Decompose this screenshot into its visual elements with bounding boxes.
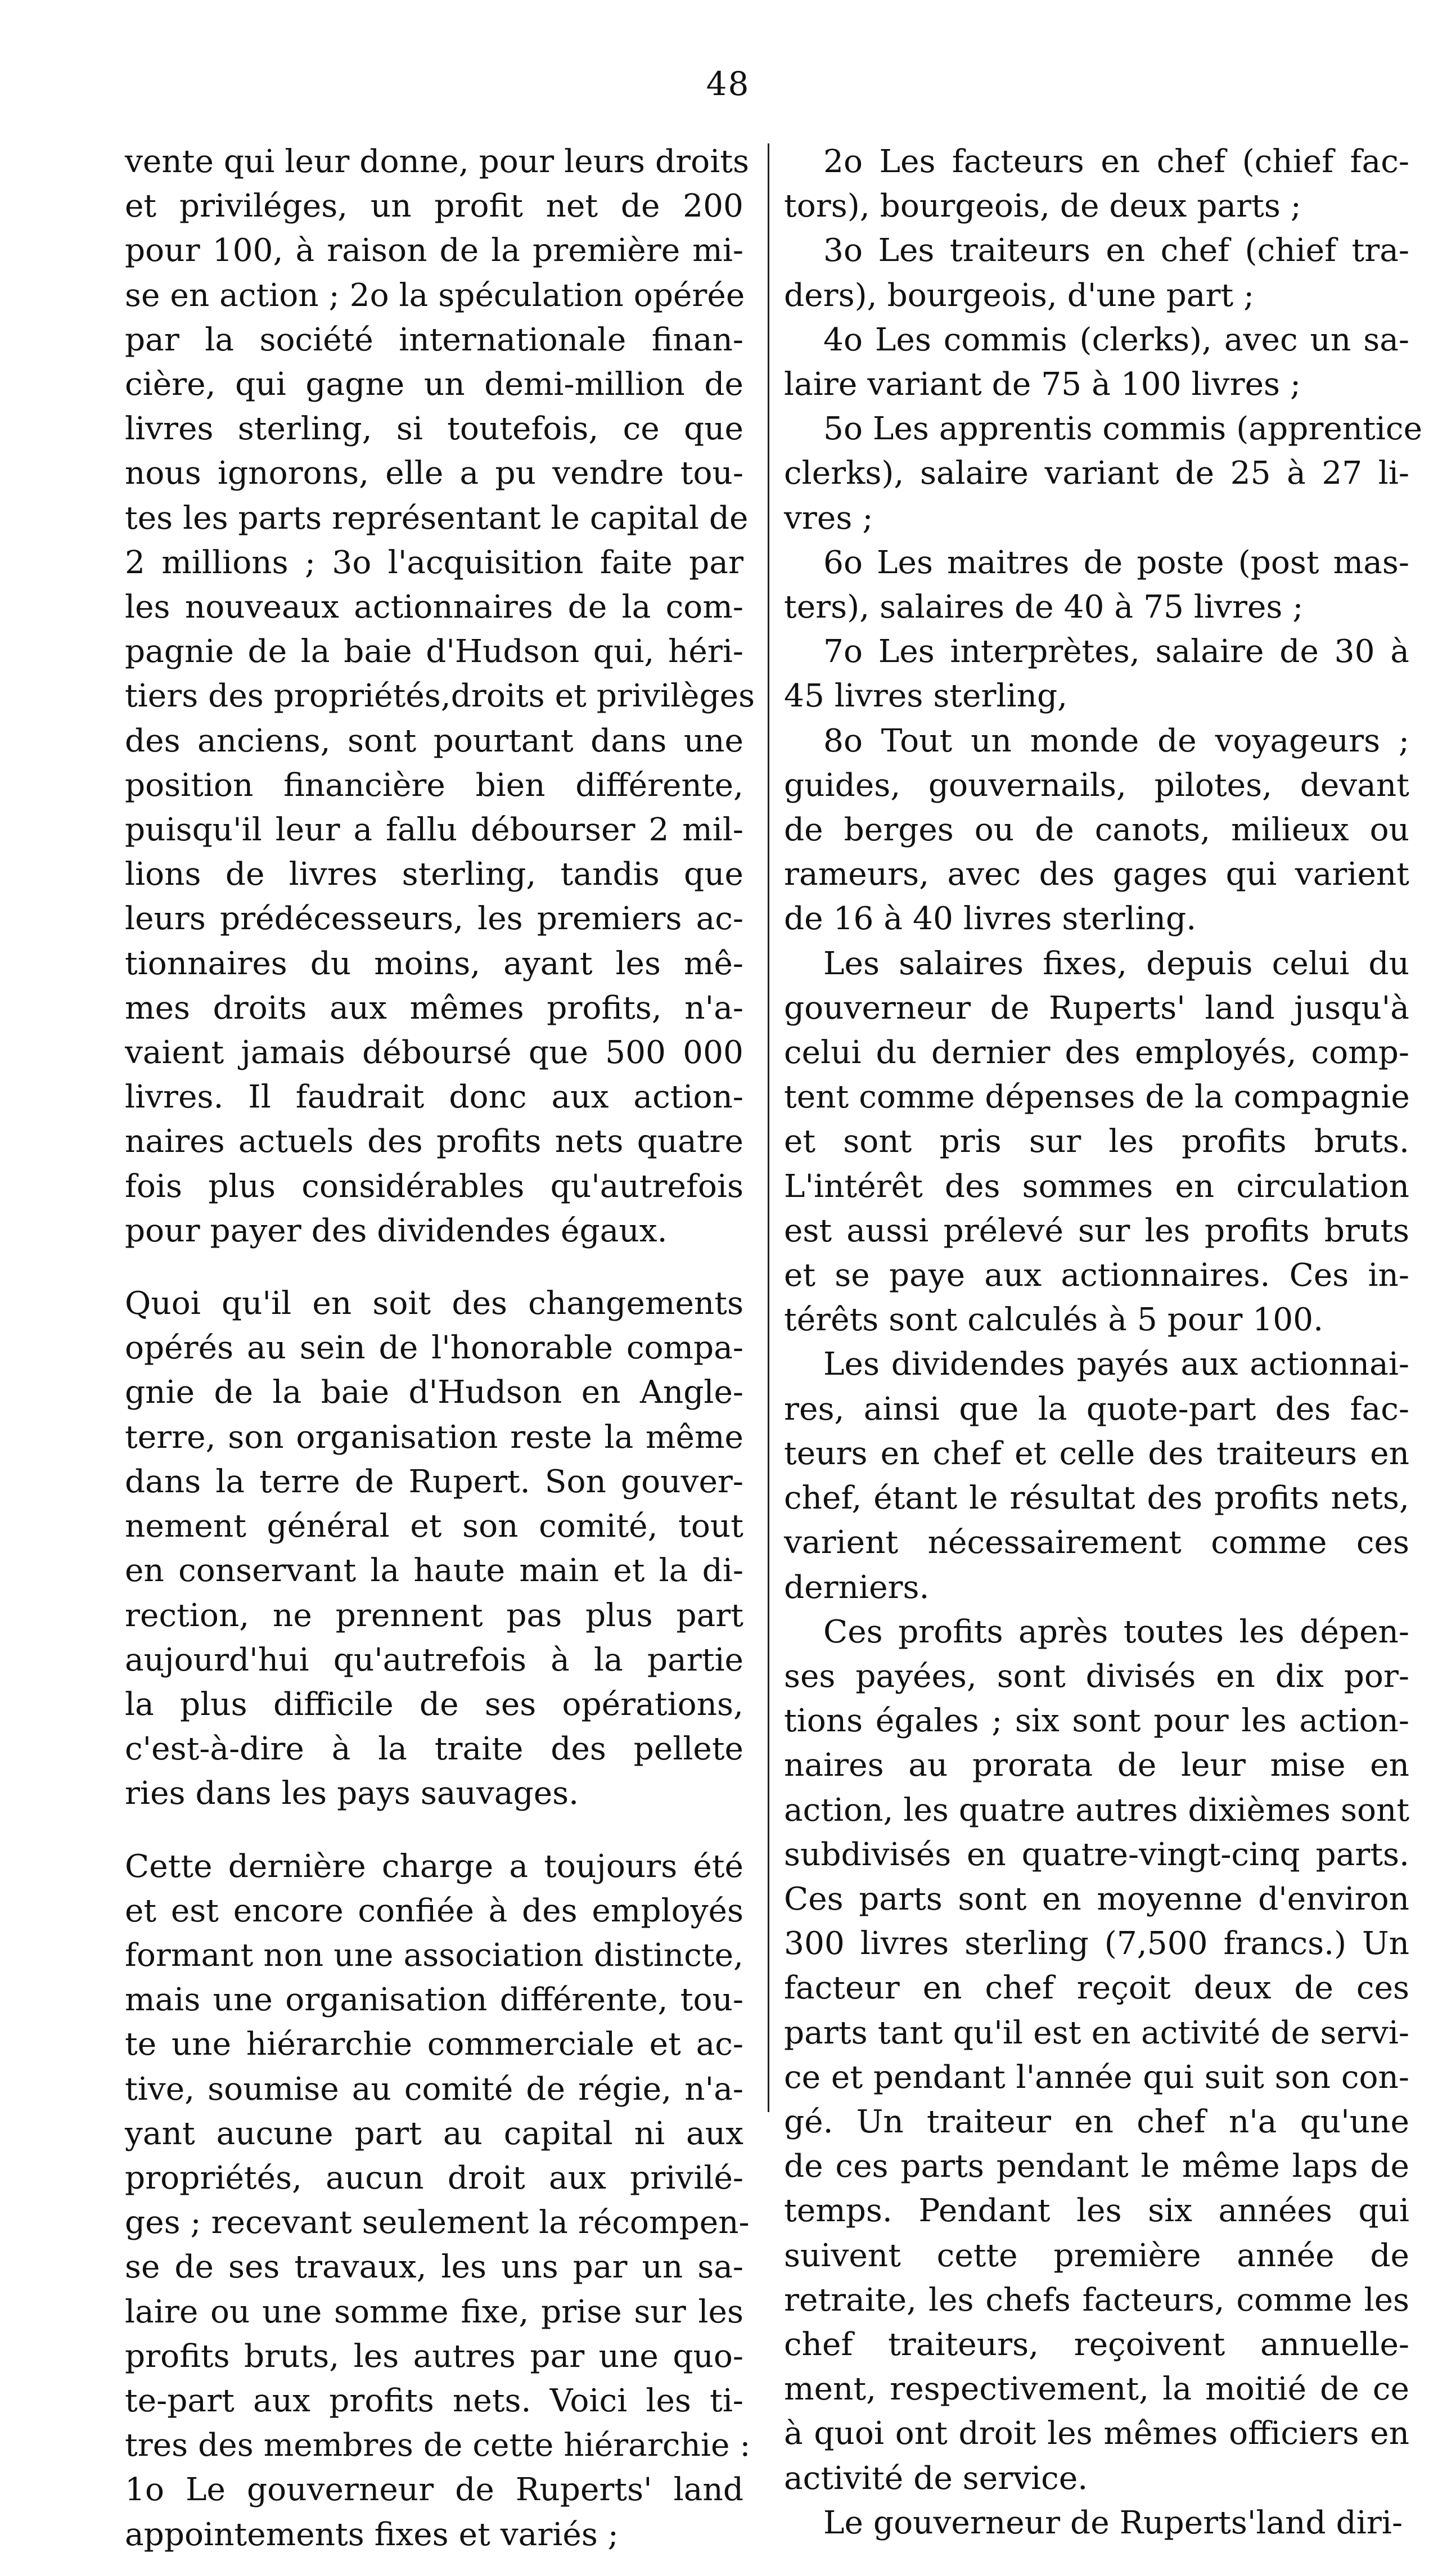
text-line: la plus difficile de ses opérations, xyxy=(125,1686,743,1723)
text-line: tions égales ; six sont pour les action- xyxy=(784,1703,1409,1740)
text-line: nement général et son comité, tout xyxy=(125,1508,743,1545)
column-divider xyxy=(768,143,769,2112)
text-line: les nouveaux actionnaires de la com- xyxy=(125,589,743,626)
text-line: 3o Les traiteurs en chef (chief tra- xyxy=(823,232,1409,269)
text-line: vaient jamais déboursé que 500 000 xyxy=(125,1034,743,1072)
text-line: te une hiérarchie commerciale et ac- xyxy=(125,2026,743,2063)
text-line: 2 millions ; 3o l'acquisition faite par xyxy=(125,544,743,581)
text-line: ment, respectivement, la moitié de ce xyxy=(784,2371,1409,2408)
text-line: tes les parts représentant le capital de xyxy=(125,499,749,537)
text-line: tres des membres de cette hiérarchie : xyxy=(125,2427,751,2464)
text-line: 5o Les apprentis commis (apprentice xyxy=(823,411,1423,448)
text-line: formant non une association distincte, xyxy=(125,1937,743,1974)
text-line: laire ou une somme fixe, prise sur les xyxy=(125,2293,743,2330)
text-line: action, les quatre autres dixièmes sont xyxy=(784,1791,1410,1829)
text-line: de ces parts pendant le même laps de xyxy=(784,2148,1409,2185)
text-line: se en action ; 2o la spéculation opérée xyxy=(125,277,745,314)
text-line: vres ; xyxy=(784,499,873,537)
text-line: livres. Il faudrait donc aux action- xyxy=(125,1079,743,1116)
text-line: par la société internationale finan- xyxy=(125,321,743,358)
text-line: rameurs, avec des gages qui varient xyxy=(784,856,1409,893)
page-number: 48 xyxy=(706,65,750,103)
text-line: ges ; recevant seulement la récompen- xyxy=(125,2204,750,2241)
text-line: Les salaires fixes, depuis celui du xyxy=(823,945,1409,982)
text-line: et se paye aux actionnaires. Ces in- xyxy=(784,1257,1409,1294)
paragraph xyxy=(784,1342,1409,1609)
text-line: 300 livres sterling (7,500 francs.) Un xyxy=(784,1925,1409,1962)
text-line: térêts sont calculés à 5 pour 100. xyxy=(784,1302,1324,1339)
text-line: lions de livres sterling, tandis que xyxy=(125,856,743,893)
paragraph xyxy=(784,541,1409,629)
paragraph xyxy=(784,2501,1409,2545)
text-line: se de ses travaux, les uns par un sa- xyxy=(125,2249,743,2286)
paragraph xyxy=(784,942,1409,1343)
text-line: 2o Les facteurs en chef (chief fac- xyxy=(823,143,1409,180)
text-line: yant aucune part au capital ni aux xyxy=(125,2115,743,2152)
text-line: Les dividendes payés aux actionnai- xyxy=(823,1346,1409,1383)
text-line: guides, gouvernails, pilotes, devant xyxy=(784,767,1409,804)
text-line: ses payées, sont divisés en dix por- xyxy=(784,1658,1409,1695)
paragraph xyxy=(125,1281,743,1816)
text-line: derniers. xyxy=(784,1569,930,1606)
text-line: cière, qui gagne un demi-million de xyxy=(125,366,743,403)
text-line: activité de service. xyxy=(784,2460,1088,2497)
text-line: parts tant qu'il est en activité de servi- xyxy=(784,2014,1409,2051)
text-line: et priviléges, un profit net de 200 xyxy=(125,188,743,225)
text-line: tiers des propriétés,droits et privilèges xyxy=(125,678,755,715)
text-line: de 16 à 40 livres sterling. xyxy=(784,901,1197,938)
text-line: mes droits aux mêmes profits, n'a- xyxy=(125,989,743,1027)
text-line: pour 100, à raison de la première mi- xyxy=(125,232,743,269)
text-line: ce et pendant l'année qui suit son con- xyxy=(784,2059,1409,2096)
text-line: naires actuels des profits nets quatre xyxy=(125,1123,743,1160)
text-line: gouverneur de Ruperts' land jusqu'à xyxy=(784,989,1409,1027)
text-line: ders), bourgeois, d'une part ; xyxy=(784,277,1255,314)
text-line: position financière bien différente, xyxy=(125,767,743,804)
paragraph xyxy=(784,629,1409,718)
text-line: res, ainsi que la quote-part des fac- xyxy=(784,1390,1409,1428)
text-line: rection, ne prennent pas plus part xyxy=(125,1597,743,1634)
text-line: vente qui leur donne, pour leurs droits xyxy=(125,143,749,180)
paragraph xyxy=(125,139,755,1253)
text-line: opérés au sein de l'honorable compa- xyxy=(125,1330,743,1367)
text-line: varient nécessairement comme ces xyxy=(784,1524,1409,1561)
text-line: suivent cette première année de xyxy=(784,2237,1409,2274)
paragraph xyxy=(784,1610,1409,2501)
text-line: aujourd'hui qu'autrefois à la partie xyxy=(125,1641,743,1678)
text-line: nous ignorons, elle a pu vendre tou- xyxy=(125,455,743,492)
text-line: appointements fixes et variés ; xyxy=(125,2516,619,2553)
text-line: tent comme dépenses de la compagnie xyxy=(784,1079,1410,1116)
text-line: Cette dernière charge a toujours été xyxy=(125,1848,743,1885)
text-line: leurs prédécesseurs, les premiers ac- xyxy=(125,901,743,938)
text-line: livres sterling, si toutefois, ce que xyxy=(125,411,743,448)
text-line: facteur en chef reçoit deux de ces xyxy=(784,1970,1409,2007)
text-line: gnie de la baie d'Hudson en Angle- xyxy=(125,1374,743,1411)
paragraph xyxy=(125,2468,743,2556)
text-line: des anciens, sont pourtant dans une xyxy=(125,722,743,759)
text-line: te-part aux profits nets. Voici les ti- xyxy=(125,2382,743,2419)
text-line: c'est-à-dire à la traite des pellete xyxy=(125,1731,743,1768)
text-line: clerks), salaire variant de 25 à 27 li- xyxy=(784,455,1409,492)
text-line: 8o Tout un monde de voyageurs ; xyxy=(823,722,1409,759)
text-line: 4o Les commis (clerks), avec un sa- xyxy=(823,321,1409,358)
text-line: et sont pris sur les profits bruts. xyxy=(784,1123,1409,1160)
text-line: Le gouverneur de Ruperts'land diri- xyxy=(823,2504,1403,2541)
text-line: tive, soumise au comité de régie, n'a- xyxy=(125,2070,743,2108)
text-line: Ces profits après toutes les dépen- xyxy=(823,1613,1409,1650)
text-line: terre, son organisation reste la même xyxy=(125,1419,743,1456)
text-line: en conservant la haute main et la di- xyxy=(125,1552,743,1590)
text-line: laire variant de 75 à 100 livres ; xyxy=(784,366,1301,403)
text-line: L'intérêt des sommes en circulation xyxy=(784,1168,1409,1205)
text-line: pour payer des dividendes égaux. xyxy=(125,1212,668,1249)
text-line: retraite, les chefs facteurs, comme les xyxy=(784,2281,1409,2319)
text-line: 7o Les interprètes, salaire de 30 à xyxy=(823,633,1409,670)
text-line: ters), salaires de 40 à 75 livres ; xyxy=(784,589,1304,626)
text-line: subdivisés en quatre-vingt-cinq parts. xyxy=(784,1836,1409,1873)
right-column xyxy=(784,139,1423,2545)
text-line: tionnaires du moins, ayant les mê- xyxy=(125,945,743,982)
text-line: gé. Un traiteur en chef n'a qu'une xyxy=(784,2103,1409,2140)
paragraph xyxy=(784,318,1409,407)
text-line: de berges ou de canots, milieux ou xyxy=(784,812,1409,849)
text-line: fois plus considérables qu'autrefois xyxy=(125,1168,743,1205)
text-line: profits bruts, les autres par une quo- xyxy=(125,2338,743,2375)
text-line: 1o Le gouverneur de Ruperts' land xyxy=(125,2472,743,2509)
text-line: puisqu'il leur a fallu débourser 2 mil- xyxy=(125,812,743,849)
paragraph xyxy=(784,139,1409,228)
text-line: à quoi ont droit les mêmes officiers en xyxy=(784,2415,1409,2452)
paragraph xyxy=(784,407,1423,541)
left-column xyxy=(125,139,755,2557)
text-line: tors), bourgeois, de deux parts ; xyxy=(784,188,1301,225)
text-line: mais une organisation différente, tou- xyxy=(125,1982,743,2019)
text-line: 6o Les maitres de poste (post mas- xyxy=(823,544,1409,581)
text-line: teurs en chef et celle des traiteurs en xyxy=(784,1435,1409,1472)
text-line: naires au prorata de leur mise en xyxy=(784,1747,1409,1784)
text-line: dans la terre de Rupert. Son gouver- xyxy=(125,1463,743,1500)
paragraph-gap xyxy=(125,1816,743,1844)
text-line: temps. Pendant les six années qui xyxy=(784,2193,1409,2230)
text-line: pagnie de la baie d'Hudson qui, héri- xyxy=(125,633,743,670)
text-line: Quoi qu'il en soit des changements xyxy=(125,1285,743,1322)
text-line: chef, étant le résultat des profits nets, xyxy=(784,1480,1409,1517)
paragraph xyxy=(784,719,1409,942)
text-line: propriétés, aucun droit aux privilé- xyxy=(125,2159,743,2196)
text-line: 45 livres sterling, xyxy=(784,678,1068,715)
text-line: Ces parts sont en moyenne d'environ xyxy=(784,1880,1409,1917)
text-line: chef traiteurs, reçoivent annuelle- xyxy=(784,2326,1409,2363)
paragraph-gap xyxy=(125,1253,743,1281)
paragraph xyxy=(784,228,1409,317)
paragraph xyxy=(125,1844,751,2468)
text-line: celui du dernier des employés, comp- xyxy=(784,1034,1409,1072)
text-line: est aussi prélevé sur les profits bruts xyxy=(784,1212,1409,1249)
text-line: et est encore confiée à des employés xyxy=(125,1892,743,1929)
text-line: ries dans les pays sauvages. xyxy=(125,1775,579,1812)
